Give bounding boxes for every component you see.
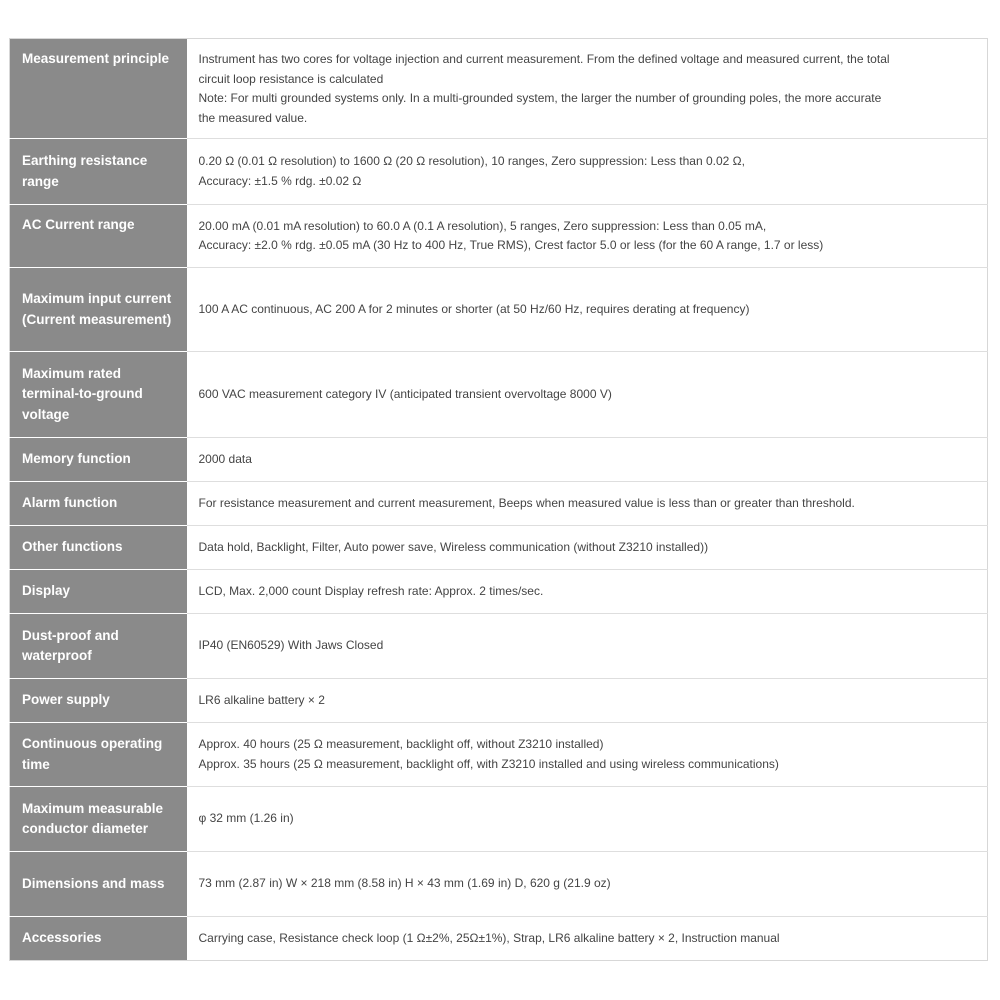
- spec-value-line: LR6 alkaline battery × 2: [198, 692, 325, 707]
- spec-value: [187, 268, 988, 352]
- spec-row-power-supply: [10, 679, 988, 723]
- spec-value: [187, 352, 988, 438]
- spec-label: Display: [10, 570, 187, 614]
- spec-label: Earthing resistance range: [10, 139, 187, 205]
- spec-row-continuous-operating-time: [10, 723, 988, 787]
- spec-value: [187, 139, 988, 205]
- spec-label: AC Current range: [10, 205, 187, 268]
- spec-label: Power supply: [10, 679, 187, 723]
- spec-label: Accessories: [10, 917, 187, 961]
- spec-value: [187, 570, 988, 614]
- spec-value-line: 73 mm (2.87 in) W × 218 mm (8.58 in) H × 43 mm (1.69 in) D, 620 g (21.9 oz): [198, 876, 611, 891]
- spec-value: [187, 438, 988, 482]
- spec-value: [187, 614, 988, 679]
- spec-value-line: For resistance measurement and current measurement, Beeps when measured value is less than or greater than threshold.: [198, 495, 855, 510]
- spec-row-display: [10, 570, 988, 614]
- spec-label: Maximum measurable conductor diameter: [10, 787, 187, 852]
- spec-value-line: 600 VAC measurement category IV (anticipated transient overvoltage 8000 V): [198, 386, 612, 401]
- spec-value: [187, 723, 988, 787]
- spec-value-line: Approx. 40 hours (25 Ω measurement, backlight off, without Z3210 installed): [198, 737, 604, 751]
- spec-label: Dust-proof and waterproof: [10, 614, 187, 679]
- spec-value-line: φ 32 mm (1.26 in): [198, 811, 294, 826]
- spec-value: [187, 917, 988, 961]
- spec-value-line: Accuracy: ±2.0 % rdg. ±0.05 mA (30 Hz to 400 Hz, True RMS), Crest factor 5.0 or less (for the 60 A range, 1.7 or less): [198, 238, 824, 252]
- spec-value: [187, 852, 988, 917]
- spec-value-line: 20.00 mA (0.01 mA resolution) to 60.0 A (0.1 A resolution), 5 ranges, Zero suppression: Less than 0.05 mA,: [198, 218, 767, 233]
- spec-value-line: Carrying case, Resistance check loop (1 Ω±2%, 25Ω±1%), Strap, LR6 alkaline battery × 2, Instruction manual: [198, 930, 780, 945]
- spec-value: [187, 39, 988, 139]
- spec-table: [9, 38, 988, 961]
- spec-value-line: circuit loop resistance is calculated: [198, 71, 384, 86]
- spec-value: [187, 679, 988, 723]
- spec-label: Continuous operating time: [10, 723, 187, 787]
- spec-label: Dimensions and mass: [10, 852, 187, 917]
- spec-row-maximum-rated-voltage: [10, 352, 988, 438]
- spec-value-line: Approx. 35 hours (25 Ω measurement, backlight off, with Z3210 installed and using wireless communications): [198, 756, 779, 771]
- spec-row-alarm-function: [10, 482, 988, 526]
- spec-label: Measurement principle: [10, 39, 187, 139]
- spec-value-line: 2000 data: [198, 451, 252, 466]
- spec-row-measurement-principle: [10, 39, 988, 139]
- spec-row-memory-function: [10, 438, 988, 482]
- spec-row-conductor-diameter: [10, 787, 988, 852]
- spec-row-dimensions-and-mass: [10, 852, 988, 917]
- spec-value-line: 0.20 Ω (0.01 Ω resolution) to 1600 Ω (20 Ω resolution), 10 ranges, Zero suppression: Less than 0.02 Ω,: [198, 154, 745, 168]
- spec-value: [187, 482, 988, 526]
- spec-row-ac-current-range: [10, 205, 988, 268]
- spec-value-line: Data hold, Backlight, Filter, Auto power save, Wireless communication (without Z3210 installed)): [198, 539, 709, 554]
- spec-value: [187, 526, 988, 570]
- spec-label: Maximum input current (Current measurement): [10, 268, 187, 352]
- spec-value: [187, 205, 988, 268]
- spec-value-line: the measured value.: [198, 110, 308, 125]
- spec-label: Maximum rated terminal-to-ground voltage: [10, 352, 187, 438]
- spec-label: Other functions: [10, 526, 187, 570]
- spec-row-other-functions: [10, 526, 988, 570]
- spec-label: Alarm function: [10, 482, 187, 526]
- spec-label: Memory function: [10, 438, 187, 482]
- spec-value-line: 100 A AC continuous, AC 200 A for 2 minutes or shorter (at 50 Hz/60 Hz, requires derating at frequency): [198, 301, 750, 316]
- spec-value: [187, 787, 988, 852]
- spec-row-earthing-resistance-range: [10, 139, 988, 205]
- spec-row-maximum-input-current: [10, 268, 988, 352]
- spec-value-line: LCD, Max. 2,000 count Display refresh rate: Approx. 2 times/sec.: [198, 583, 544, 598]
- spec-value-line: Accuracy: ±1.5 % rdg. ±0.02 Ω: [198, 173, 362, 188]
- spec-value-line: Note: For multi grounded systems only. In a multi-grounded system, the larger the number of grounding poles, the more accurate: [198, 91, 882, 105]
- spec-row-dust-proof-waterproof: [10, 614, 988, 679]
- spec-row-accessories: [10, 917, 988, 961]
- spec-value-line: Instrument has two cores for voltage injection and current measurement. From the defined voltage and measured current, the total: [198, 52, 890, 66]
- spec-value-line: IP40 (EN60529) With Jaws Closed: [198, 638, 384, 653]
